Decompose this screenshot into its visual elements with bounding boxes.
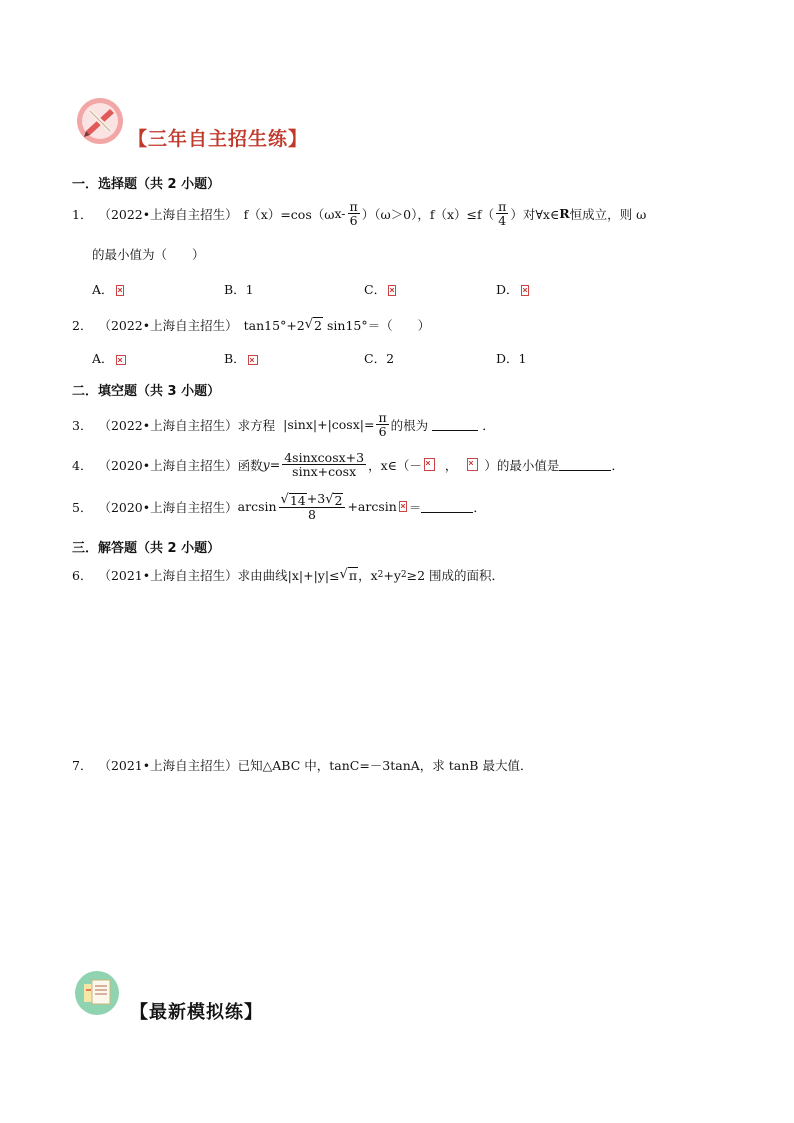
banner-title: 【最新模拟练】 — [130, 1002, 263, 1023]
superscript: 2 — [400, 570, 407, 580]
formula-text: 函数 — [237, 457, 263, 473]
formula-text: f（x）=cos（ω — [243, 206, 335, 222]
numerator: π — [378, 410, 387, 425]
formula-text: ≥2 围成的面积． — [406, 568, 505, 583]
formula-text: 的根为 — [390, 417, 429, 433]
option-c[interactable] — [364, 349, 394, 367]
formula-text: +3 — [306, 491, 326, 506]
numerator — [279, 492, 346, 508]
numerator: π — [498, 199, 507, 214]
option-b[interactable] — [224, 349, 260, 367]
formula-text: ）对∀x∈ — [510, 206, 560, 222]
option-label: B． — [224, 351, 246, 366]
question-number: 3． — [72, 417, 93, 433]
banner-title: 【三年自主招生练】 — [128, 128, 309, 150]
broken-image-icon — [424, 458, 435, 471]
question-number: 1． — [72, 206, 93, 222]
question-2 — [72, 316, 430, 334]
option-d[interactable] — [496, 280, 531, 298]
fraction-pi-6 — [348, 200, 360, 227]
question-1 — [72, 200, 646, 227]
option-label: C． — [364, 282, 387, 297]
option-label: D．1 — [496, 351, 527, 366]
fraction-sqrt — [279, 492, 346, 521]
fraction-pi-4 — [496, 200, 508, 227]
denominator: 8 — [308, 507, 316, 523]
sqrt-pi — [340, 567, 359, 583]
section-title-fill: 二．填空题（共 3 小题） — [72, 384, 221, 399]
option-label: B．1 — [224, 282, 254, 297]
formula-text: ． — [611, 457, 624, 473]
formula-text: 求方程 — [237, 417, 276, 433]
banner-three-year — [76, 97, 336, 150]
formula-text: ． — [482, 417, 495, 433]
question-number: 6． — [72, 568, 93, 583]
broken-image-icon — [116, 285, 124, 296]
formula-text: 恒成立，则 ω — [569, 206, 647, 222]
question-5 — [72, 492, 486, 521]
formula-text: ）的最小值是 — [484, 457, 560, 473]
question-number: 2． — [72, 318, 93, 333]
option-label: D． — [496, 282, 519, 297]
sqrt-symbol: √ — [304, 317, 314, 332]
formula-text: ，x — [358, 568, 378, 583]
question-source: （2021•上海自主招生） — [98, 758, 238, 773]
denominator: 6 — [349, 213, 358, 229]
question-number: 5． — [72, 499, 93, 515]
sqrt-2 — [305, 317, 323, 333]
question-1-line2: 的最小值为（ ） — [92, 247, 205, 262]
formula-text: 已知△ABC 中，tanC=－3tanA，求 tanB 最大值． — [237, 758, 533, 773]
numerator: π — [349, 199, 358, 214]
option-b[interactable] — [224, 280, 254, 298]
formula-text: ， — [444, 457, 458, 473]
option-c[interactable] — [364, 280, 398, 298]
broken-image-icon — [399, 501, 407, 512]
superscript: 2 — [377, 570, 384, 580]
broken-image-icon — [248, 355, 258, 365]
radicand: π — [348, 568, 358, 583]
question-source: （2021•上海自主招生） — [98, 568, 238, 583]
question-source: （2020•上海自主招生） — [98, 457, 238, 473]
question-6 — [72, 566, 504, 584]
sqrt-symbol: √ — [325, 492, 334, 507]
formula-text: ＝ — [408, 499, 422, 515]
formula-text: ）（ω＞0），f（x）≤f（ — [361, 206, 495, 222]
denominator: 4 — [498, 213, 507, 229]
question-source: （2022•上海自主招生） — [98, 318, 238, 333]
question-source: （2020•上海自主招生） — [98, 499, 238, 515]
answer-blank[interactable] — [432, 418, 478, 431]
formula-text: 求由曲线|x|+|y|≤ — [237, 568, 340, 583]
answer-blank[interactable] — [421, 500, 473, 513]
sqrt-14 — [281, 493, 307, 507]
fraction-function — [282, 451, 366, 478]
real-set-symbol: R — [559, 206, 570, 222]
broken-image-icon — [116, 355, 126, 365]
question-number: 4． — [72, 457, 93, 473]
formula-text: sin15°＝（ ） — [327, 318, 431, 333]
section-title-solve: 三．解答题（共 2 小题） — [72, 541, 221, 556]
option-label: C．2 — [364, 351, 395, 366]
question-number: 7． — [72, 758, 93, 773]
formula-text: |sinx|+|cosx|= — [283, 417, 375, 433]
sqrt-2 — [325, 493, 343, 507]
formula-text: +arcsin — [347, 499, 397, 515]
formula-text: ． — [473, 499, 486, 515]
formula-text: = — [269, 457, 281, 473]
pencil-ruler-icon — [76, 97, 124, 145]
formula-text: +y — [383, 567, 401, 583]
option-label: A． — [92, 351, 114, 366]
question-7 — [72, 756, 532, 774]
fraction-pi-6 — [376, 411, 388, 438]
formula-text: ，x∈（－ — [368, 457, 422, 473]
numerator: 4sinxcosx+3 — [284, 450, 365, 465]
formula-text: x- — [334, 206, 346, 222]
answer-blank[interactable] — [559, 458, 611, 471]
option-label: A． — [92, 282, 114, 297]
question-source: （2022•上海自主招生） — [98, 417, 238, 433]
question-3 — [72, 411, 495, 438]
radicand: 2 — [334, 493, 343, 508]
question-source: （2022•上海自主招生） — [98, 206, 238, 222]
formula-text: tan15°+2 — [243, 317, 305, 333]
document-icon — [74, 970, 120, 1016]
broken-image-icon — [467, 458, 478, 471]
broken-image-icon — [521, 285, 529, 296]
radicand: 14 — [289, 493, 306, 508]
option-a[interactable] — [92, 349, 128, 367]
question-4 — [72, 451, 624, 478]
banner-latest-mock — [74, 970, 314, 1023]
denominator: 6 — [378, 424, 387, 440]
denominator: sinx+cosx — [292, 464, 357, 480]
variable-y: y — [262, 457, 270, 473]
radicand: 2 — [314, 318, 322, 333]
sqrt-symbol: √ — [339, 567, 348, 582]
formula-text: arcsin — [237, 499, 277, 515]
option-a[interactable] — [92, 280, 126, 298]
broken-image-icon — [388, 285, 396, 296]
option-d[interactable] — [496, 349, 526, 367]
section-title-choice: 一．选择题（共 2 小题） — [72, 177, 221, 192]
sqrt-symbol: √ — [280, 492, 289, 507]
